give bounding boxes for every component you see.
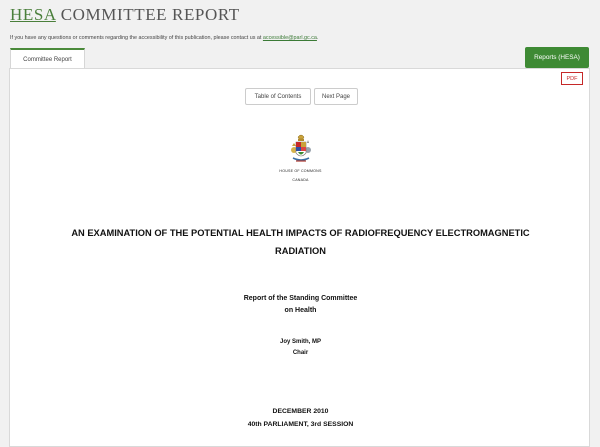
chair-info	[10, 337, 590, 359]
document-panel	[9, 68, 590, 447]
accessibility-notice	[10, 35, 318, 41]
accessibility-text: If you have any questions or comments regarding the accessibility of this publication, please contact us at	[10, 35, 262, 41]
crest-caption-country: CANADA	[292, 178, 309, 182]
parliament-session: 40th PARLIAMENT, 3rd SESSION	[247, 421, 354, 428]
accessibility-suffix: .	[316, 35, 319, 41]
report-title-line-1: AN EXAMINATION OF THE POTENTIAL HEALTH IMPACTS OF RADIOFREQUENCY ELECTROMAGNETIC	[71, 228, 530, 238]
tab-committee-report[interactable]: Committee Report	[10, 48, 85, 69]
report-subtitle	[10, 293, 590, 317]
report-title	[20, 224, 581, 260]
publication-date: DECEMBER 2010	[272, 408, 329, 415]
committee-abbr-link[interactable]: HESA	[10, 5, 56, 24]
page-title-text: COMMITTEE REPORT	[60, 5, 240, 24]
report-subtitle-line-2: on Health	[284, 307, 317, 314]
page-title	[10, 5, 240, 25]
chair-role: Chair	[292, 350, 309, 356]
next-page-button[interactable]: Next Page	[314, 88, 358, 105]
crest-caption-house: HOUSE OF COMMONS	[279, 169, 322, 173]
reports-hesa-button[interactable]: Reports (HESA)	[525, 47, 589, 68]
accessibility-email-link[interactable]: accessible@parl.gc.ca	[262, 35, 317, 41]
pdf-button[interactable]: PDF	[561, 72, 583, 85]
coat-of-arms-icon	[290, 132, 312, 168]
report-title-line-2: RADIATION	[275, 246, 326, 256]
report-subtitle-line-1: Report of the Standing Committee	[243, 295, 358, 302]
chair-name: Joy Smith, MP	[279, 339, 321, 345]
table-of-contents-button[interactable]: Table of Contents	[245, 88, 311, 105]
publication-date-block	[10, 405, 590, 431]
